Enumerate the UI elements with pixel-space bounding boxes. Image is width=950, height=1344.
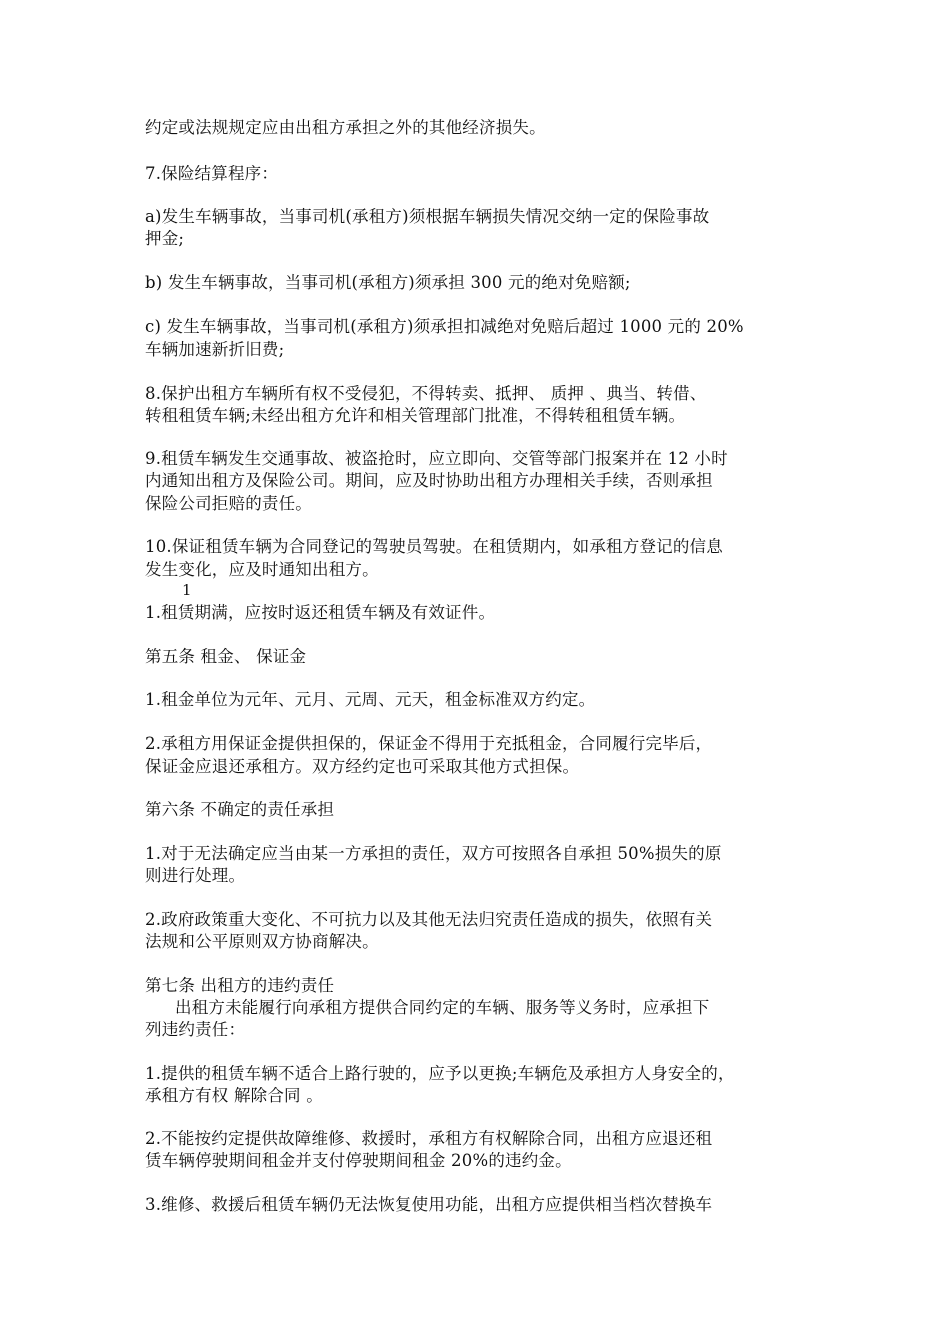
- text-line: 1.租金单位为元年、元月、元周、元天，租金标准双方约定。: [145, 690, 596, 709]
- text-line: 1.提供的租赁车辆不适合上路行驶的，应予以更换;车辆危及承担方人身安全的，: [145, 1064, 735, 1083]
- text-line: 约定或法规规定应由出租方承担之外的其他经济损失。: [145, 118, 546, 137]
- text-line: 1.租赁期满，应按时返还租赁车辆及有效证件。: [145, 603, 496, 622]
- text-line: 3.维修、救援后租赁车辆仍无法恢复使用功能，出租方应提供相当档次替换车: [145, 1195, 713, 1214]
- text-line: 7.保险结算程序：: [145, 164, 279, 183]
- section-heading: 第七条 出租方的违约责任: [145, 976, 335, 995]
- text-line: 承租方有权 解除合同 。: [145, 1086, 323, 1105]
- text-line: 车辆加速新折旧费;: [145, 340, 285, 359]
- text-line: 转租租赁车辆;未经出租方允许和相关管理部门批准，不得转租租赁车辆。: [145, 406, 686, 425]
- text-line: 9.租赁车辆发生交通事故、被盗抢时，应立即向、交管等部门报案并在 12 小时: [145, 449, 728, 468]
- text-line: 2.承租方用保证金提供担保的，保证金不得用于充抵租金，合同履行完毕后，: [145, 734, 713, 753]
- text-line: 发生变化，应及时通知出租方。: [145, 560, 379, 579]
- text-line: 法规和公平原则双方协商解决。: [145, 932, 379, 951]
- text-line: 保证金应退还承租方。双方经约定也可采取其他方式担保。: [145, 757, 580, 776]
- page-number: 1: [182, 581, 192, 599]
- text-line: 赁车辆停驶期间租金并支付停驶期间租金 20%的违约金。: [145, 1151, 572, 1170]
- text-line: 出租方未能履行向承租方提供合同约定的车辆、服务等义务时，应承担下: [175, 998, 710, 1017]
- text-line: 保险公司拒赔的责任。: [145, 494, 312, 513]
- text-line: c) 发生车辆事故，当事司机(承租方)须承担扣减绝对免赔后超过 1000 元的 20%: [145, 317, 744, 336]
- text-line: 则进行处理。: [145, 866, 246, 885]
- section-heading: 第五条 租金、 保证金: [145, 647, 307, 666]
- text-line: 内通知出租方及保险公司。期间，应及时协助出租方办理相关手续，否则承担: [145, 471, 713, 490]
- text-line: 2.政府政策重大变化、不可抗力以及其他无法归究责任造成的损失，依照有关: [145, 910, 713, 929]
- text-line: 押金;: [145, 229, 185, 248]
- text-line: 列违约责任：: [145, 1020, 246, 1039]
- text-line: a)发生车辆事故，当事司机(承租方)须根据车辆损失情况交纳一定的保险事故: [145, 207, 710, 226]
- text-line: 8.保护出租方车辆所有权不受侵犯，不得转卖、抵押、 质押 、典当、转借、: [145, 384, 707, 403]
- text-line: 2.不能按约定提供故障维修、救援时，承租方有权解除合同，出租方应退还租: [145, 1129, 713, 1148]
- text-line: 1.对于无法确定应当由某一方承担的责任，双方可按照各自承担 50%损失的原: [145, 844, 722, 863]
- section-heading: 第六条 不确定的责任承担: [145, 800, 335, 819]
- text-line: 10.保证租赁车辆为合同登记的驾驶员驾驶。在租赁期内，如承租方登记的信息: [145, 537, 723, 556]
- text-line: b) 发生车辆事故，当事司机(承租方)须承担 300 元的绝对免赔额;: [145, 273, 631, 292]
